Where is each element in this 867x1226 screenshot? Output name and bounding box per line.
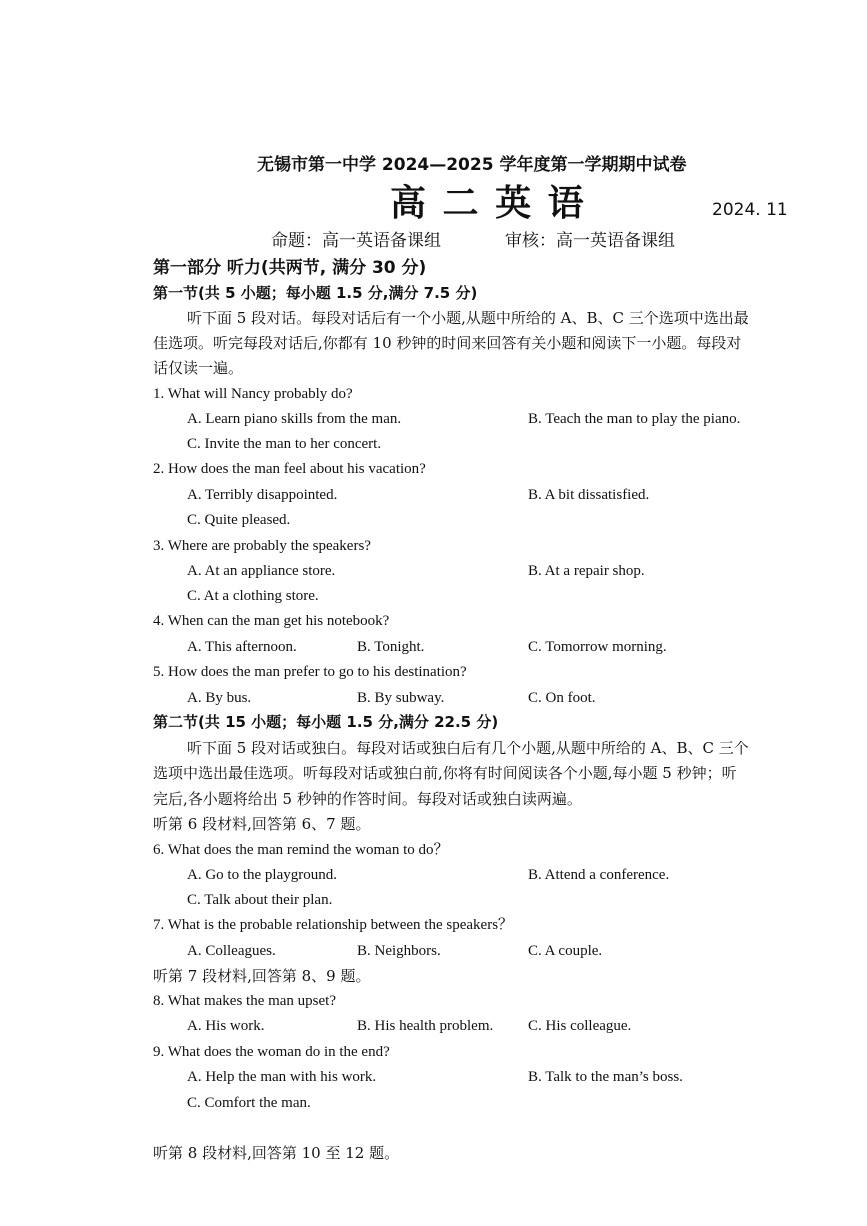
q7-option-b: B. Neighbors. [357, 943, 441, 959]
q2-option-c: C. Quite pleased. [187, 512, 291, 528]
material-6-note: 听第 6 段材料,回答第 6、7 题。 [153, 815, 371, 833]
q1-option-a: A. Learn piano skills from the man. [187, 411, 402, 427]
section2-instruction-line: 选项中选出最佳选项。听每段对话或独白前,你将有时间阅读各个小题,每小题 5 秒钟；听 [153, 766, 737, 781]
question-6: 6. What does the man remind the woman to do？ [153, 842, 449, 858]
q7-option-c: C. A couple. [528, 943, 603, 959]
question-8: 8. What makes the man upset? [153, 993, 337, 1009]
part1-heading: 第一部分 听力(共两节, 满分 30 分) [153, 258, 427, 278]
q2-option-b: B. A bit dissatisfied. [528, 487, 650, 503]
material-8-note: 听第 8 段材料,回答第 10 至 12 题。 [153, 1144, 400, 1162]
q8-option-b: B. His health problem. [357, 1018, 494, 1034]
section2-instruction-line: 听下面 5 段对话或独白。每段对话或独白后有几个小题,从题中所给的 A、B、C 三个 [187, 741, 749, 756]
question-1: 1. What will Nancy probably do? [153, 386, 353, 402]
question-3: 3. Where are probably the speakers? [153, 538, 371, 554]
q6-option-b: B. Attend a conference. [528, 867, 670, 883]
q1-option-b: B. Teach the man to play the piano. [528, 411, 741, 427]
authors-line: 命题：高一英语备课组 [271, 231, 441, 251]
q6-option-a: A. Go to the playground. [187, 867, 337, 883]
q9-option-c: C. Comfort the man. [187, 1095, 311, 1111]
q3-option-b: B. At a repair shop. [528, 563, 645, 579]
subject-title: 高 二 英 语 [390, 183, 586, 224]
q4-option-c: C. Tomorrow morning. [528, 639, 667, 655]
section1-instruction-line: 话仅读一遍。 [153, 359, 244, 377]
q1-option-c: C. Invite the man to her concert. [187, 436, 382, 452]
q2-option-a: A. Terribly disappointed. [187, 487, 338, 503]
q9-option-b: B. Talk to the man’s boss. [528, 1069, 683, 1085]
school-title: 无锡市第一中学 2024—2025 学年度第一学期期中试卷 [257, 155, 687, 175]
q4-option-b: B. Tonight. [357, 639, 425, 655]
question-7: 7. What is the probable relationship between the speakers？ [153, 917, 514, 933]
q6-option-c: C. Talk about their plan. [187, 892, 333, 908]
reviewers-line: 审核：高一英语备课组 [505, 231, 675, 251]
section1-heading: 第一节(共 5 小题；每小题 1.5 分,满分 7.5 分) [153, 284, 478, 302]
section1-instruction-line: 佳选项。听完每段对话后,你都有 10 秒钟的时间来回答有关小题和阅读下一小题。每段对 [153, 336, 742, 351]
question-9: 9. What does the woman do in the end? [153, 1044, 390, 1060]
q5-option-a: A. By bus. [187, 690, 252, 706]
q4-option-a: A. This afternoon. [187, 639, 297, 655]
q8-option-a: A. His work. [187, 1018, 265, 1034]
section1-instruction-line: 听下面 5 段对话。每段对话后有一个小题,从题中所给的 A、B、C 三个选项中选出最 [187, 311, 749, 326]
question-4: 4. When can the man get his notebook? [153, 613, 390, 629]
q7-option-a: A. Colleagues. [187, 943, 276, 959]
q5-option-c: C. On foot. [528, 690, 596, 706]
material-7-note: 听第 7 段材料,回答第 8、9 题。 [153, 967, 371, 985]
exam-date: 2024. 11 [712, 200, 788, 220]
q3-option-a: A. At an appliance store. [187, 563, 336, 579]
section2-instruction-line: 完后,各小题将给出 5 秒钟的作答时间。每段对话或独白读两遍。 [153, 790, 582, 808]
q3-option-c: C. At a clothing store. [187, 588, 319, 604]
section2-heading: 第二节(共 15 小题；每小题 1.5 分,满分 22.5 分) [153, 713, 499, 731]
question-2: 2. How does the man feel about his vacation? [153, 461, 426, 477]
q5-option-b: B. By subway. [357, 690, 445, 706]
q8-option-c: C. His colleague. [528, 1018, 632, 1034]
q9-option-a: A. Help the man with his work. [187, 1069, 377, 1085]
question-5: 5. How does the man prefer to go to his destination? [153, 664, 467, 680]
